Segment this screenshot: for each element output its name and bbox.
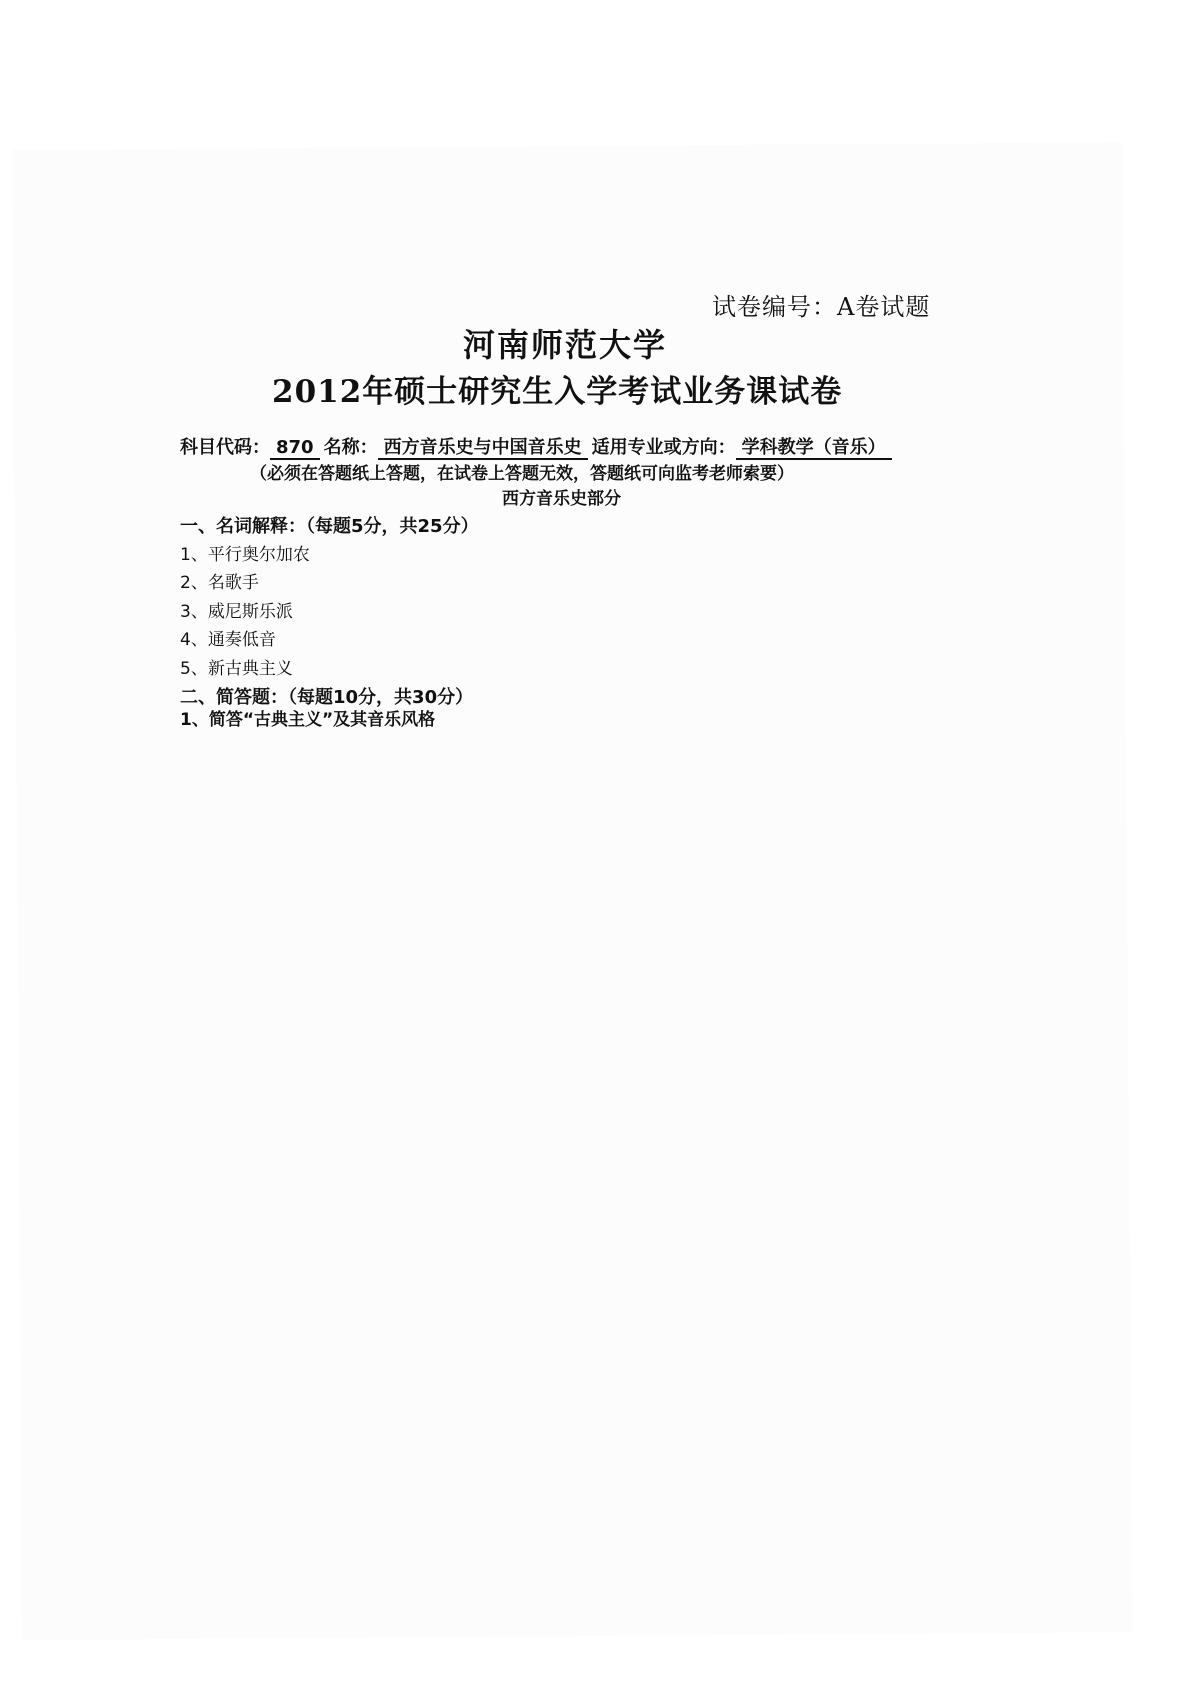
question-item: 5、新古典主义 — [180, 659, 293, 679]
section-heading-terms: 一、名词解释：（每题5分，共25分） — [180, 516, 479, 537]
section-heading-short-answer: 二、简答题：（每题10分，共30分） — [180, 687, 474, 708]
question-item: 1、平行奥尔加农 — [180, 545, 310, 565]
university-title: 河南师范大学 — [463, 326, 668, 364]
exam-title: 2012年硕士研究生入学考试业务课试卷 — [272, 374, 843, 410]
subject-code-label: 科目代码： — [180, 437, 270, 458]
part-title: 西方音乐史部分 — [502, 489, 621, 509]
answer-notice: （必须在答题纸上答题，在试卷上答题无效，答题纸可向监考老师索要） — [250, 464, 794, 484]
question-item: 3、威尼斯乐派 — [180, 602, 293, 622]
major-label: 适用专业或方向： — [591, 437, 736, 458]
truncated-question-line — [180, 710, 436, 730]
subject-name-value: 西方音乐史与中国音乐史 — [378, 438, 588, 460]
question-item: 4、通奏低音 — [180, 630, 276, 650]
subject-code-value: 870 — [270, 438, 320, 460]
major-value: 学科教学（音乐） — [736, 438, 892, 460]
question-item-cut: 1、简答“古典主义”及其音乐风格 — [180, 710, 436, 730]
paper-number: 试卷编号：A卷试题 — [712, 293, 931, 321]
subject-info-line — [180, 433, 892, 460]
subject-name-label: 名称： — [323, 437, 378, 458]
question-item: 2、名歌手 — [180, 573, 259, 593]
